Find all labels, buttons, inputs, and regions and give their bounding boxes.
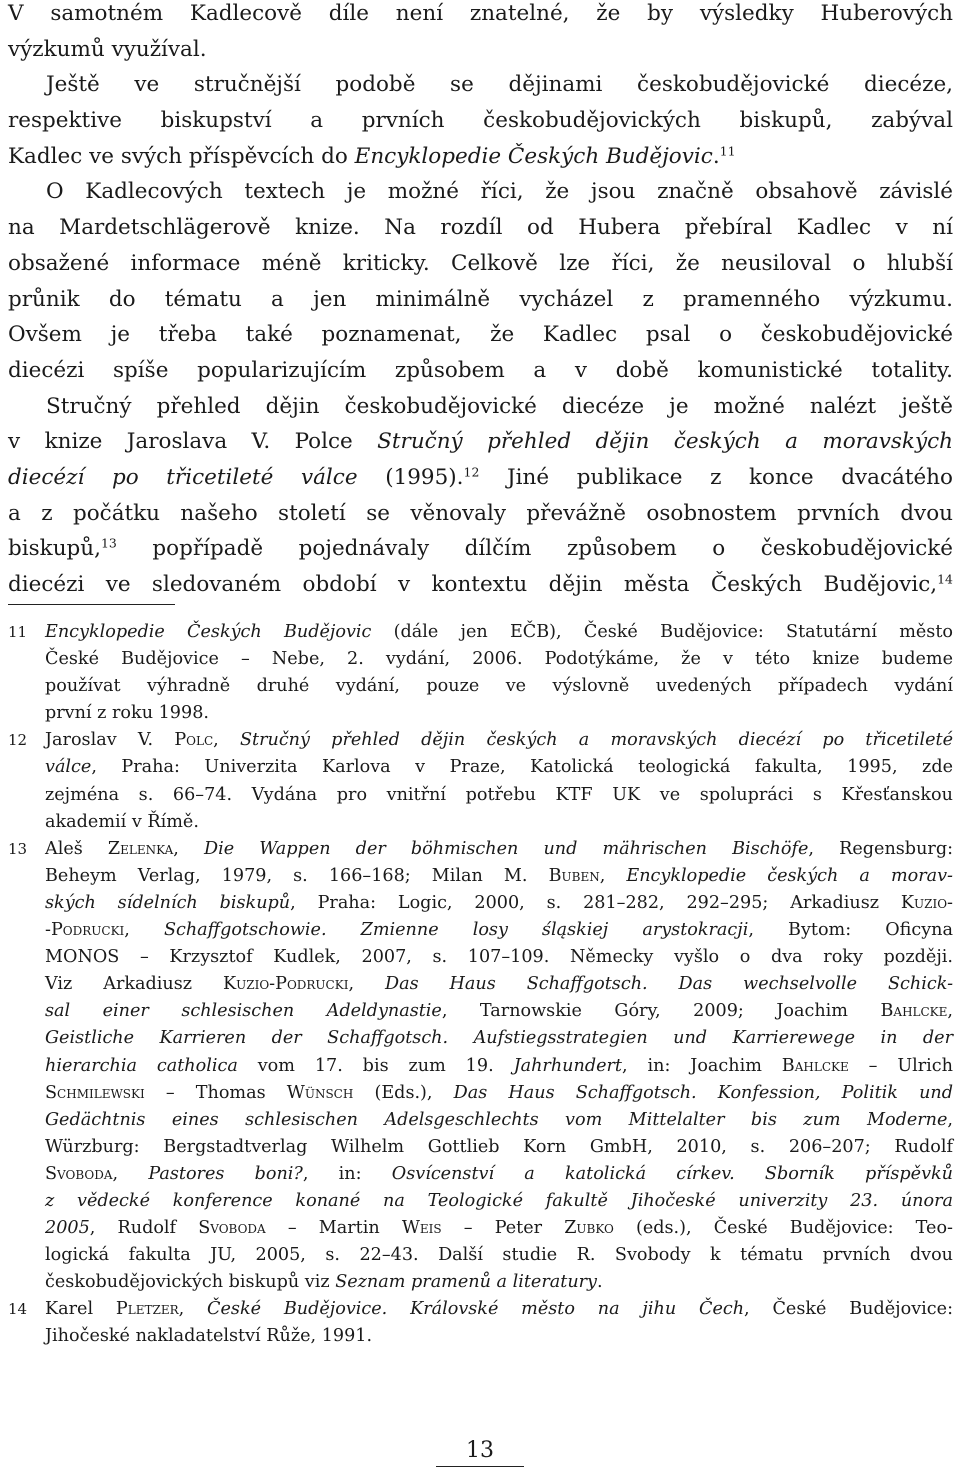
footnote-line: ských sídelních biskupů, Praha: Logic, 2000, s. 281–282, 292–295; Arkadiusz Kuzio- (45, 892, 953, 913)
footnote-ref: 11 (719, 143, 736, 159)
text-line: O Kadlecových textech je možné říci, že jsou značně obsahově závislé (46, 179, 953, 205)
text-line: průnik do tématu a jen minimálně vycházel z pramenného výzkumu. (8, 286, 953, 312)
footnote-line: Beheym Verlag, 1979, s. 166–168; Milan M. Buben, Encyklopedie českých a morav- (45, 865, 954, 886)
footnote-line: 2005, Rudolf Svoboda – Martin Weis – Peter Zubko (eds.), České Budějovice: Teo- (45, 1218, 953, 1239)
footnote-line: -Podrucki, Schaffgotschowie. Zmienne losy śląskiej arystokracji, Bytom: Oficyna (45, 920, 953, 941)
text-line: na Mardetschlägerově knize. Na rozdíl od Hubera přebíral Kadlec v ní (8, 215, 953, 241)
footnote-line: z vědecké konference konané na Teologické fakultě Jihočeské univerzity 23. února (45, 1190, 953, 1211)
footnote-line: Geistliche Karrieren der Schaffgotsch. Aufstiegsstrategien und Karrierewege in der (45, 1028, 953, 1049)
footnote-line: Jihočeské nakladatelství Růže, 1991. (45, 1326, 373, 1347)
footnote-number: 14 (8, 1300, 28, 1319)
footnote-13: 13 Aleš Zelenka, Die Wappen der böhmischen und mährischen Bischöfe, Regensburg: (8, 836, 953, 863)
footnote-separator (8, 604, 175, 605)
footnote-line: zejména s. 66–74. Vydána pro vnitřní potřebu KTF UK ve spolupráci s Křesťanskou (45, 784, 953, 805)
footnote-line: logická fakulta JU, 2005, s. 22–43. Další studie R. Svobody k tématu prvních dvou (45, 1245, 953, 1266)
footnote-ref: 14 (937, 571, 953, 587)
footnote-line: MONOS – Krzysztof Kudlek, 2007, s. 107–109. Německy vyšlo o dva roky později. (45, 947, 953, 968)
text-line: Ještě ve stručnější podobě se dějinami českobudějovické diecéze, (46, 72, 953, 98)
footnote-line: hierarchia catholica vom 17. bis zum 19. Jahrhundert, in: Joachim Bahlcke – Ulrich (45, 1055, 953, 1076)
footnote-number: 12 (8, 731, 28, 750)
footnote-12: 12 Jaroslav V. Polc, Stručný přehled dějin českých a moravských diecézí po třicetileté (8, 727, 953, 754)
text-line: diecézí po třicetileté válce (1995).$^{12}$ Jiné publikace z konce dvacátého (8, 464, 953, 490)
text-line: v knize Jaroslava V. Polce Stručný přehled dějin českých a moravských (8, 429, 953, 455)
footnote-line: sal einer schlesischen Adeldynastie, Tarnowskie Góry, 2009; Joachim Bahlcke, (45, 1001, 953, 1022)
footnote-line: Schmilewski – Thomas Wünsch (Eds.), Das Haus Schaffgotsch. Konfession, Politik und (45, 1082, 954, 1103)
text-line: diecézi ve sledovaném období v kontextu dějin města Českých Budějovic,$^{14}$ (8, 571, 953, 597)
text-line: Stručný přehled dějin českobudějovické diecéze je možné nalézt ještě (46, 393, 953, 419)
footnote-number: 13 (8, 839, 28, 858)
citation-title: Stručný přehled dějin českých a moravských (377, 429, 953, 455)
footnote-line: válce, Praha: Univerzita Karlova v Praze, Katolická teologická fakulta, 1995, zde (45, 757, 953, 778)
footnote-11: 11 Encyklopedie Českých Budějovic (dále jen EČB), České Budějovice: Statutární město (8, 619, 953, 646)
footnote-line: akademií v Římě. (45, 811, 199, 832)
text-line: biskupů,$^{13}$ popřípadě pojednávaly dílčím způsobem o českobudějovické (8, 535, 953, 562)
text-line: respektive biskupství a prvních českobudějovických biskupů, zabýval (8, 108, 953, 134)
footnotes (8, 619, 953, 1351)
footnote-line: používat výhradně druhé vydání, pouze ve výslovně uvedených případech vydání (45, 676, 953, 697)
text-line: diecézi spíše popularizujícím způsobem a v době komunistické totality. (8, 357, 953, 383)
text-line: V samotném Kadlecově díle není znatelné, že by výsledky Huberových (8, 1, 953, 26)
text-line: obsažené informace méně kriticky. Celkově lze říci, že neusiloval o hlubší (8, 250, 953, 276)
footnote-line: Svoboda, Pastores boni?, in: Osvícenství a katolická církev. Sborník příspěvků (45, 1163, 953, 1184)
text-line: výzkumů využíval. (8, 36, 207, 62)
footnote-ref: 13 (101, 535, 117, 551)
footnote-14: 14 Karel Pletzer, České Budějovice. Královské město na jihu Čech, České Budějovice: (8, 1296, 953, 1323)
text-line: Kadlec ve svých příspěvcích do Encyklopedie Českých Budějovic.$^{11}$ (8, 143, 736, 169)
footnote-ref: 12 (463, 464, 480, 480)
footnote-line: českobudějovických biskupů viz Seznam pramenů a literatury. (45, 1272, 603, 1293)
citation-title: Encyklopedie Českých Budějovic (354, 143, 713, 169)
text-line: Ovšem je třeba také poznamenat, že Kadlec psal o českobudějovické (8, 322, 953, 348)
main-text (8, 0, 953, 603)
footnote-number: 11 (8, 623, 28, 641)
footnote-line: České Budějovice – Nebe, 2. vydání, 2006. Podotýkáme, že v této knize budeme (45, 649, 953, 670)
footnote-line: Viz Arkadiusz Kuzio-Podrucki, Das Haus Schaffgotsch. Das wechselvolle Schick- (45, 974, 954, 995)
page-number: 13 (466, 1438, 494, 1463)
page-number-rule (436, 1466, 524, 1467)
footnote-line: Würzburg: Bergstadtverlag Wilhelm Gottlieb Korn GmbH, 2010, s. 206–207; Rudolf (45, 1136, 953, 1157)
footnote-line: Gedächtnis eines schlesischen Adelsgeschlechts vom Mittelalter bis zum Moderne, (45, 1109, 953, 1130)
text-line: a z počátku našeho století se věnovaly převážně osobnostem prvních dvou (8, 500, 953, 526)
citation-title: diecézí po třicetileté válce (8, 464, 358, 490)
footnote-line: první z roku 1998. (45, 703, 209, 724)
